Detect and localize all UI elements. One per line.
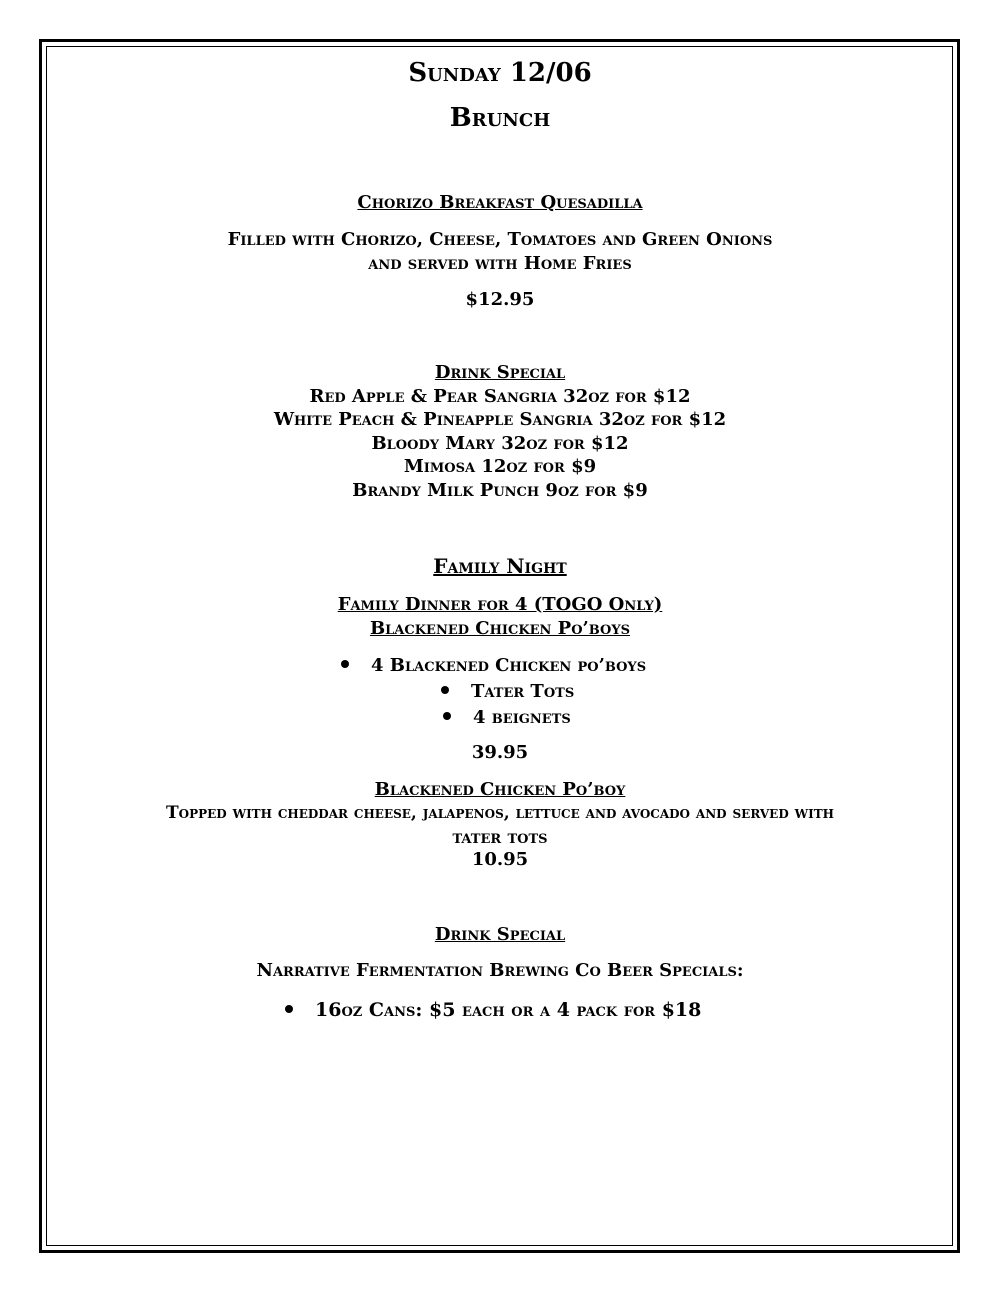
family-night-heading: Family Night	[433, 554, 567, 578]
bullet-icon	[441, 686, 449, 694]
bullet-icon	[443, 712, 451, 720]
brunch-drink-title: Drink Special	[434, 362, 566, 383]
family-drink-title: Drink Special	[434, 924, 566, 945]
poboy-description-1: Topped with cheddar cheese, jalapenos, lettuce and avocado and served with	[165, 803, 835, 823]
brunch-drink-item: Red Apple & Pear Sangria 32oz for $12	[309, 386, 691, 407]
brunch-heading: Brunch	[449, 103, 551, 133]
family-dinner-price: 39.95	[471, 742, 529, 763]
beer-specials-title: Narrative Fermentation Brewing Co Beer Specials:	[256, 960, 744, 981]
bullet-icon	[285, 1005, 293, 1013]
day-heading: Sunday 12/06	[408, 58, 592, 88]
quesadilla-title: Chorizo Breakfast Quesadilla	[357, 192, 643, 213]
quesadilla-price: $12.95	[465, 289, 535, 310]
quesadilla-description-2: and served with Home Fries	[368, 253, 632, 274]
family-dinner-subtitle: Blackened Chicken Po’boys	[369, 618, 631, 639]
poboy-price: 10.95	[471, 849, 529, 870]
quesadilla-description-1: Filled with Chorizo, Cheese, Tomatoes and Green Onions	[227, 229, 773, 250]
list-item: 4 beignets	[443, 707, 571, 728]
list-item: Tater Tots	[441, 681, 574, 702]
poboy-description-2: tater tots	[452, 827, 548, 848]
list-item: 16oz Cans: $5 each or a 4 pack for $18	[285, 999, 701, 1021]
menu-page	[48, 48, 952, 1244]
brunch-drink-item: Bloody Mary 32oz for $12	[371, 433, 629, 454]
list-item: 4 Blackened Chicken po’boys	[341, 655, 646, 676]
family-dinner-title: Family Dinner for 4 (TOGO Only)	[337, 594, 663, 615]
poboy-title: Blackened Chicken Po’boy	[374, 779, 626, 800]
bullet-icon	[341, 660, 349, 668]
brunch-drink-item: Brandy Milk Punch 9oz for $9	[352, 480, 648, 501]
brunch-drink-item: White Peach & Pineapple Sangria 32oz for $12	[273, 409, 727, 430]
brunch-drink-item: Mimosa 12oz for $9	[403, 456, 597, 477]
